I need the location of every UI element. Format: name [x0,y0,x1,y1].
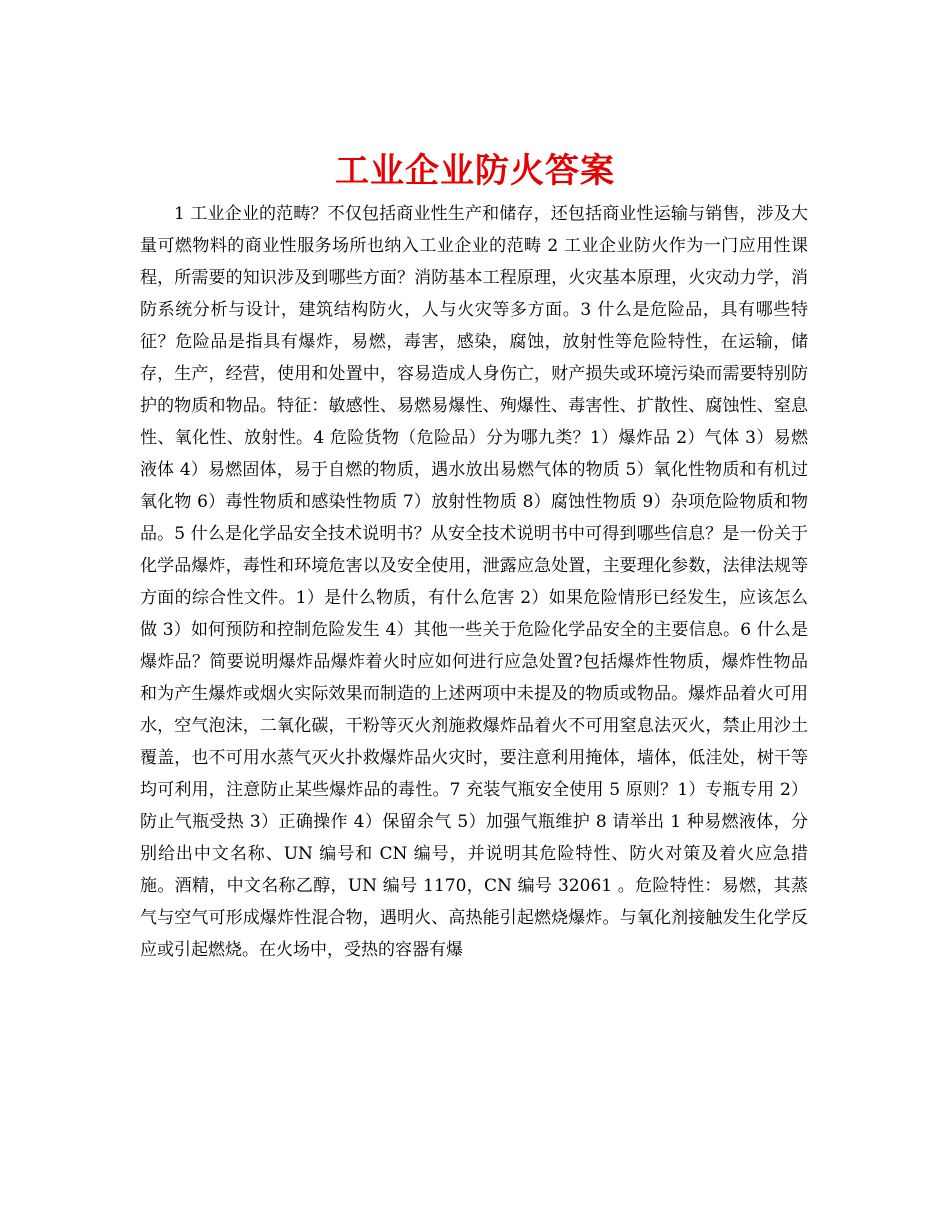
document-title: 工业企业防火答案 [335,150,615,191]
body-paragraph: 1 工业企业的范畴？不仅包括商业性生产和储存，还包括商业性运输与销售，涉及大量可燃物料的商业性服务场所也纳入工业企业的范畴 2 工业企业防火作为一门应用性课程，所需要的知识涉及到哪些方面？消防基本工程原理，火灾基本原理，火灾动力学，消防系统分析与设计，建筑结构防火，人与火灾等多方面。3 什么是危险品，具有哪些特征？危险品是指具有爆炸，易燃，毒害，感染，腐蚀，放射性等危险特性，在运输，储存，生产，经营，使用和处置中，容易造成人身伤亡，财产损失或环境污染而需要特别防护的物质和物品。特征：敏感性、易燃易爆性、殉爆性、毒害性、扩散性、腐蚀性、窒息性、氧化性、放射性。4 危险货物（危险品）分为哪九类？1）爆炸品 2）气体 3）易燃液体 4）易燃固体，易于自燃的物质，遇水放出易燃气体的物质 5）氧化性物质和有机过氧化物 6）毒性物质和感染性物质 7）放射性物质 8）腐蚀性物质 9）杂项危险物质和物品。5 什么是化学品安全技术说明书？从安全技术说明书中可得到哪些信息？是一份关于化学品爆炸，毒性和环境危害以及安全使用，泄露应急处置，主要理化参数，法律法规等方面的综合性文件。1）是什么物质，有什么危害 2）如果危险情形已经发生，应该怎么做 3）如何预防和控制危险发生 4）其他一些关于危险化学品安全的主要信息。6 什么是爆炸品？简要说明爆炸品爆炸着火时应如何进行应急处置?包括爆炸性物质，爆炸性物品和为产生爆炸或烟火实际效果而制造的上述两项中未提及的物质或物品。爆炸品着火可用水，空气泡沫，二氧化碳，干粉等灭火剂施救爆炸品着火不可用窒息法灭火，禁止用沙土覆盖，也不可用水蒸气灭火扑救爆炸品火灾时，要注意利用掩体，墙体，低洼处，树干等均可利用，注意防止某些爆炸品的毒性。7 充装气瓶安全使用 5 原则？1）专瓶专用 2）防止气瓶受热 3）正确操作 4）保留余气 5）加强气瓶维护 8 请举出 1 种易燃液体，分别给出中文名称、UN 编号和 CN 编号，并说明其危险特性、防火对策及着火应急措施。酒精，中文名称乙醇，UN 编号 1170，CN 编号 32061 。危险特性：易燃，其蒸气与空气可形成爆炸性混合物，遇明火、高热能引起燃烧爆炸。与氧化剂接触发生化学反应或引起燃烧。在火场中，受热的容器有爆 [140,204,808,960]
document-body [140,198,808,966]
